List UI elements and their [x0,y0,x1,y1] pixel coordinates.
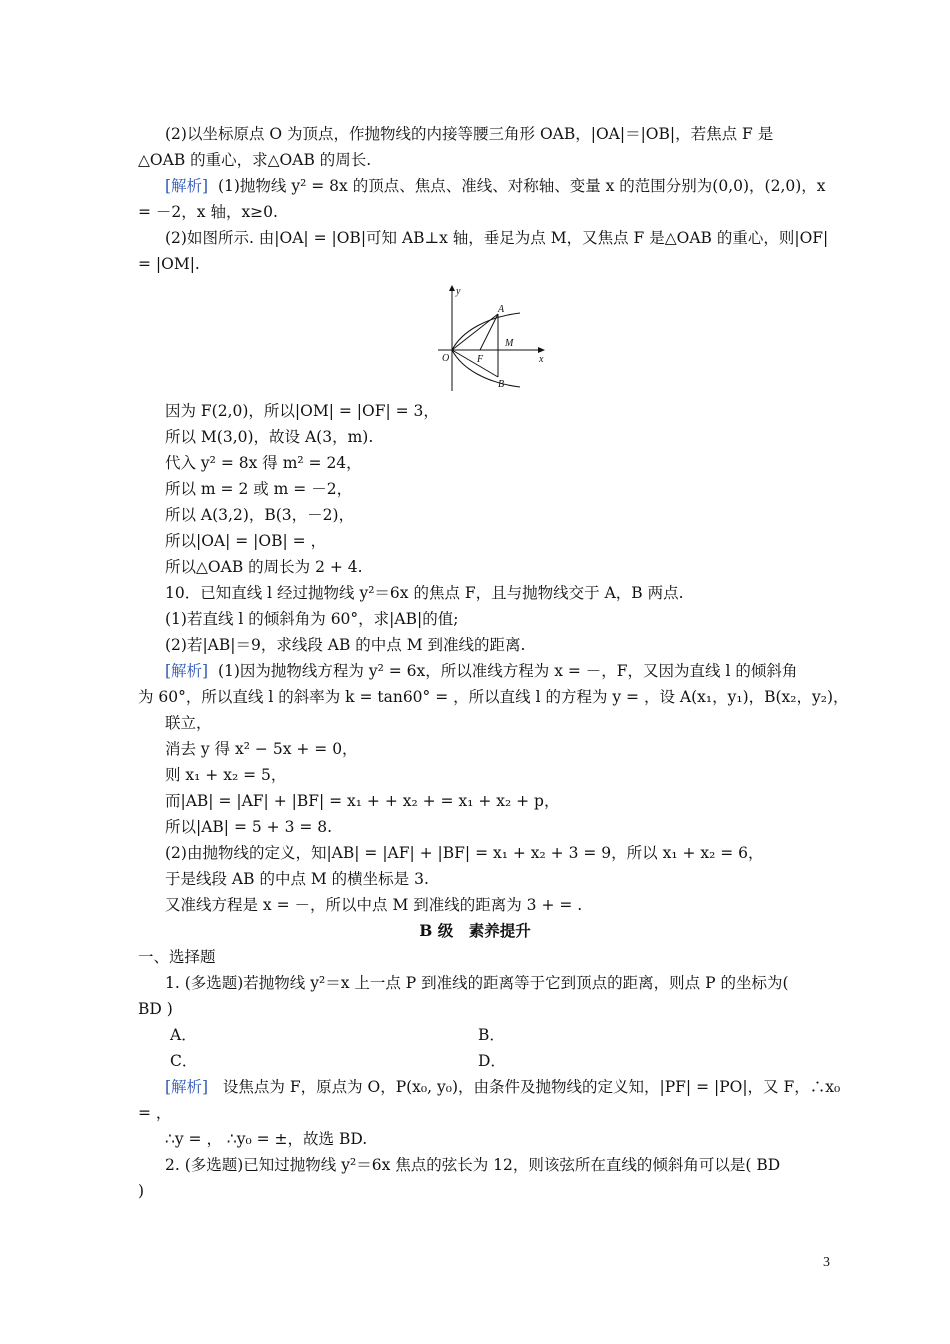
label-x: x [539,354,544,365]
option-a: A． [170,1026,197,1044]
y-axis-arrow [449,285,455,291]
option-d: D． [478,1052,506,1070]
section-heading: 一、选择题 [138,948,216,966]
text-line: 所以 m = 2 或 m = －2， [165,480,353,498]
solution-tag: [解析] [165,177,209,195]
text-line: 代入 y² = 8x 得 m² = 24， [165,454,362,472]
section-title: B 级 素养提升 [419,921,531,940]
text-line: 于是线段 AB 的中点 M 的横坐标是 3. [165,870,429,888]
solution-line [165,661,797,681]
label-b: B [498,379,505,390]
text-line: (1)若直线 l 的倾斜角为 60°，求|AB|的值; [165,610,459,628]
text-line: ) [138,1182,145,1200]
label-o: O [442,353,450,364]
text-line: (2)如图所示. 由|OA| = |OB|可知 AB⊥x 轴，垂足为点 M，又焦点 F 是△OAB 的重心，则|OF| [165,229,829,247]
text-line: 为 60°，所以直线 l 的斜率为 k = tan60° = ，所以直线 l 的方程为 y = ，设 A(x₁，y₁)，B(x₂，y₂)， [138,688,849,706]
text-line: = |OM|. [138,255,200,273]
text-line: (2)若|AB|＝9，求线段 AB 的中点 M 到准线的距离. [165,636,526,654]
text-line: 则 x₁ + x₂ = 5， [165,766,287,784]
label-m: M [505,338,514,349]
parabola-figure [432,283,554,393]
option-b: B． [478,1026,505,1044]
question-1-answer: BD ) [138,1000,173,1018]
text-line: 所以 A(3,2)，B(3，－2)， [165,506,355,524]
solution-line [165,1077,840,1097]
text-line: 所以 M(3,0)，故设 A(3，m). [165,428,374,446]
text-line: = －2，x 轴，x≥0. [138,203,278,221]
label-a: A [498,304,505,315]
text-line: 所以△OAB 的周长为 2 + 4. [165,558,363,576]
text-line: 所以|AB| = 5 + 3 = 8. [165,818,333,836]
question-1: 1. (多选题)若抛物线 y²＝x 上一点 P 到准线的距离等于它到顶点的距离，则点 P 的坐标为( [165,974,789,992]
solution-tag: [解析] [165,662,209,680]
text-line: 又准线方程是 x = －，所以中点 M 到准线的距离为 3 + = . [165,896,583,914]
text-span: 设焦点为 F，原点为 O，P(x₀, y₀)，由条件及抛物线的定义知，|PF| = |PO|，又 F，∴x₀ [222,1078,841,1096]
text-span: (1)因为抛物线方程为 y² = 6x，所以准线方程为 x = －，F，又因为直线 l 的倾斜角 [217,662,798,680]
text-line: 消去 y 得 x² − 5x + = 0， [165,740,358,758]
segment-af [480,314,498,350]
segment-oa [452,314,498,350]
text-line: 所以|OA| = |OB| = ， [165,532,327,550]
page-number: 3 [823,1255,830,1270]
text-span: (1)抛物线 y² = 8x 的顶点、焦点、准线、对称轴、变量 x 的范围分别为(0,0)，(2,0)，x [217,177,826,195]
solution-tag: [解析] [165,1078,209,1096]
text-line: 因为 F(2,0)，所以|OM| = |OF| = 3， [165,402,439,420]
text-line: ∴y = ， ∴y₀ = ±，故选 BD. [165,1130,368,1148]
text-line: 联立， [165,714,212,732]
label-f: F [477,354,484,365]
question-10: 10．已知直线 l 经过抛物线 y²＝6x 的焦点 F，且与抛物线交于 A，B 两点. [165,584,684,602]
text-line: (2)由抛物线的定义，知|AB| = |AF| + |BF| = x₁ + x₂ + 3 = 9，所以 x₁ + x₂ = 6， [165,844,764,862]
text-line: = ， [138,1104,172,1122]
text-line: (2)以坐标原点 O 为顶点，作抛物线的内接等腰三角形 OAB，|OA|＝|OB|，若焦点 F 是 [165,125,774,143]
option-c: C． [170,1052,198,1070]
text-line: 而|AB| = |AF| + |BF| = x₁ + + x₂ + = x₁ + x₂ + p， [165,792,560,810]
label-y: y [456,286,461,297]
x-axis-arrow [538,347,545,353]
text-line: △OAB 的重心，求△OAB 的周长. [138,151,372,169]
solution-line [165,176,826,196]
question-2: 2. (多选题)已知过抛物线 y²＝6x 焦点的弦长为 12，则该弦所在直线的倾斜角可以是( BD [165,1156,781,1174]
